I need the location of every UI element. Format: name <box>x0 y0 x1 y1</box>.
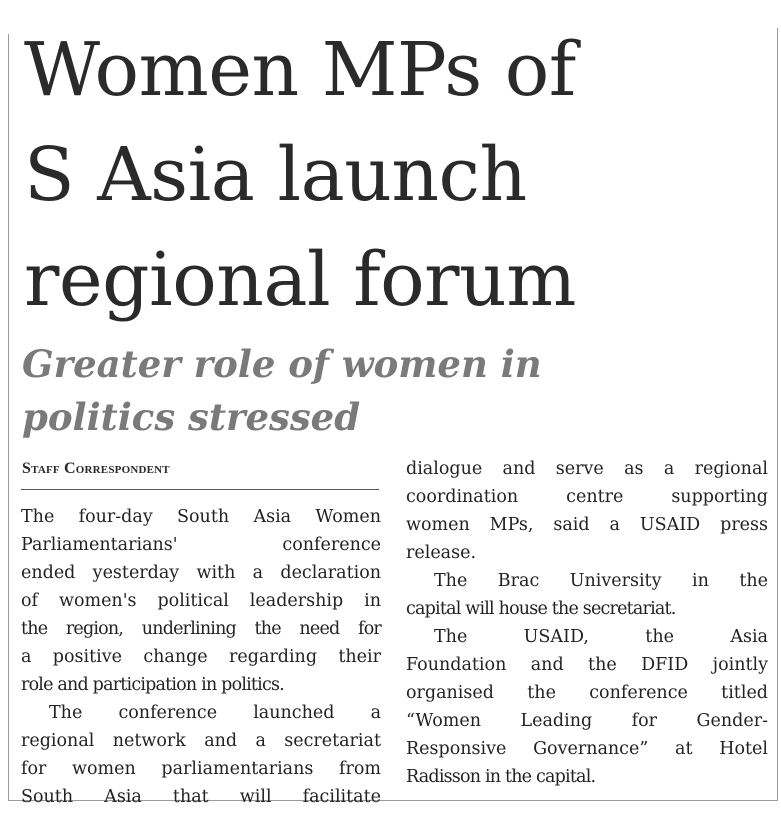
body-line: Foundation and the DFID jointly <box>406 655 768 675</box>
body-line: a positive change regarding their <box>21 647 381 667</box>
headline-line: Women MPs of <box>24 27 576 113</box>
body-line: ended yesterday with a declaration <box>21 563 381 583</box>
body-line: the region, underlining the need for <box>21 619 381 639</box>
headline-line: S Asia launch <box>24 132 527 218</box>
body-line: South Asia that will facilitate <box>21 787 381 807</box>
body-line: regional network and a secretariat <box>21 731 381 751</box>
headline <box>24 18 769 333</box>
body-line: Responsive Governance” at Hotel <box>406 739 768 759</box>
body-line: for women parliamentarians from <box>21 759 381 779</box>
body-line: dialogue and serve as a regional <box>406 459 768 479</box>
subheadline-line: politics stressed <box>22 395 361 439</box>
body-line: “Women Leading for Gender- <box>406 711 768 731</box>
byline-divider <box>21 489 379 490</box>
body-line: capital will house the secretariat. <box>406 599 676 619</box>
body-line: of women's political leadership in <box>21 591 381 611</box>
article-column-left <box>21 503 381 811</box>
body-line: role and participation in politics. <box>21 675 284 695</box>
body-line: coordination centre supporting <box>406 487 768 507</box>
body-line: The USAID, the Asia <box>434 627 768 647</box>
column-rule-left <box>8 34 9 800</box>
subheadline-line: Greater role of women in <box>22 342 542 386</box>
headline-line: regional forum <box>24 237 576 323</box>
column-rule-right <box>777 28 778 800</box>
body-line: women MPs, said a USAID press <box>406 515 768 535</box>
article-column-right <box>406 455 768 791</box>
body-line: Radisson in the capital. <box>406 767 596 787</box>
body-line: organised the conference titled <box>406 683 768 703</box>
body-line: The four-day South Asia Women <box>21 507 381 527</box>
body-line: The Brac University in the <box>434 571 768 591</box>
body-line: release. <box>406 543 477 563</box>
body-line: The conference launched a <box>49 703 381 723</box>
subheadline <box>22 338 762 444</box>
byline: Staff Correspondent <box>22 460 170 477</box>
body-line: Parliamentarians' conference <box>21 535 381 555</box>
